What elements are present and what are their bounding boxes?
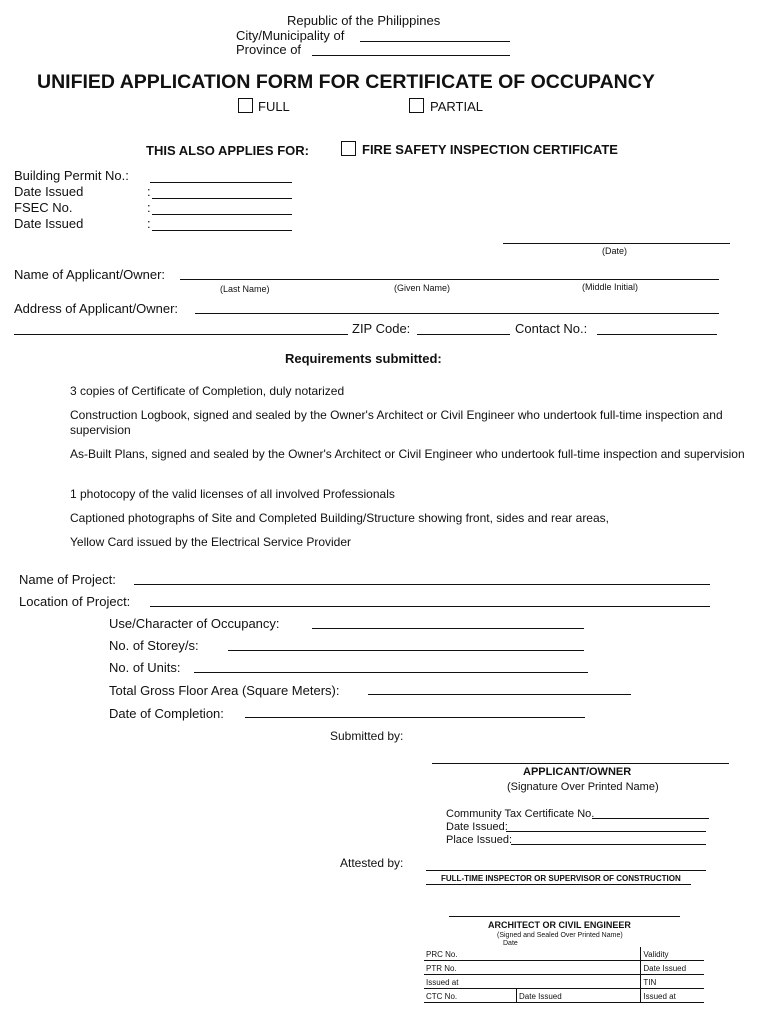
applicant-signature-field[interactable] bbox=[432, 763, 729, 764]
requirement-item: Yellow Card issued by the Electrical Service Provider bbox=[70, 535, 352, 549]
attested-by-label: Attested by: bbox=[340, 856, 404, 870]
storeys-field[interactable] bbox=[228, 650, 584, 651]
date-issued-2-field[interactable] bbox=[152, 230, 292, 231]
partial-label: PARTIAL bbox=[430, 99, 483, 114]
fsic-checkbox[interactable] bbox=[341, 141, 356, 156]
table-row bbox=[424, 989, 704, 1003]
inspector-signature-field[interactable] bbox=[426, 870, 706, 871]
requirement-item: 3 copies of Certificate of Completion, duly notarized bbox=[70, 384, 345, 398]
form-title: UNIFIED APPLICATION FORM FOR CERTIFICATE OF OCCUPANCY bbox=[37, 71, 655, 93]
province-label: Province of bbox=[236, 42, 302, 57]
address-label: Address of Applicant/Owner: bbox=[14, 301, 179, 316]
storeys-label: No. of Storey/s: bbox=[109, 638, 199, 653]
engineer-signature-field[interactable] bbox=[449, 916, 680, 917]
date-caption: (Date) bbox=[602, 246, 628, 256]
project-name-field[interactable] bbox=[134, 584, 710, 585]
requirements-heading: Requirements submitted: bbox=[285, 351, 442, 366]
requirement-item: Construction Logbook, signed and sealed by the Owner's Architect or Civil Engineer who undertook full-time inspection and supervision bbox=[70, 408, 723, 437]
fsic-label: FIRE SAFETY INSPECTION CERTIFICATE bbox=[362, 142, 618, 157]
completion-field[interactable] bbox=[245, 717, 585, 718]
ctc-date-field[interactable] bbox=[506, 831, 706, 832]
occupancy-field[interactable] bbox=[312, 628, 584, 629]
engineer-caption: (Signed and Sealed Over Printed Name) bbox=[497, 932, 623, 939]
tin-cell[interactable]: TIN bbox=[641, 975, 704, 989]
contact-label: Contact No.: bbox=[515, 321, 588, 336]
table-row bbox=[424, 975, 704, 989]
ctc-issued-at-cell[interactable]: Issued at bbox=[641, 989, 704, 1003]
applicant-signature-caption: (Signature Over Printed Name) bbox=[507, 781, 659, 793]
date-issued-label: Date Issued bbox=[14, 184, 84, 199]
inspector-title-underline bbox=[426, 884, 691, 885]
table-row bbox=[424, 961, 704, 975]
colon: : bbox=[147, 184, 151, 199]
date-issued-2-label: Date Issued bbox=[14, 216, 84, 231]
engineer-credentials-table bbox=[424, 947, 704, 1003]
fsec-field[interactable] bbox=[152, 214, 292, 215]
project-location-label: Location of Project: bbox=[19, 594, 131, 609]
prc-cell[interactable]: PRC No. bbox=[424, 947, 641, 961]
engineer-title: ARCHITECT OR CIVIL ENGINEER bbox=[488, 920, 631, 930]
project-location-field[interactable] bbox=[150, 606, 710, 607]
issued-at-cell[interactable]: Issued at bbox=[424, 975, 641, 989]
partial-checkbox[interactable] bbox=[409, 98, 424, 113]
ptr-cell[interactable]: PTR No. bbox=[424, 961, 641, 975]
building-permit-label: Building Permit No.: bbox=[14, 168, 129, 183]
floor-area-label: Total Gross Floor Area (Square Meters): bbox=[109, 683, 340, 698]
province-field[interactable] bbox=[312, 55, 510, 56]
units-field[interactable] bbox=[194, 672, 588, 673]
ctc-date-label: Date Issued: bbox=[446, 821, 508, 833]
completion-label: Date of Completion: bbox=[109, 706, 224, 721]
ctc-field[interactable] bbox=[592, 818, 709, 819]
date-field[interactable] bbox=[503, 243, 730, 244]
submitted-by-label: Submitted by: bbox=[330, 729, 404, 743]
table-row bbox=[424, 947, 704, 961]
ctc-place-label: Place Issued: bbox=[446, 834, 513, 846]
city-field[interactable] bbox=[360, 41, 510, 42]
date-issued-field[interactable] bbox=[152, 198, 292, 199]
republic-header: Republic of the Philippines bbox=[287, 13, 441, 28]
units-label: No. of Units: bbox=[109, 660, 181, 675]
contact-field[interactable] bbox=[597, 334, 717, 335]
applicant-owner-title: APPLICANT/OWNER bbox=[523, 766, 632, 778]
ctc-no-cell[interactable]: CTC No. bbox=[424, 989, 517, 1003]
full-checkbox[interactable] bbox=[238, 98, 253, 113]
given-name-caption: (Given Name) bbox=[394, 283, 451, 293]
requirement-item: Captioned photographs of Site and Completed Building/Structure showing front, sides and rear areas, bbox=[70, 511, 609, 525]
project-name-label: Name of Project: bbox=[19, 572, 116, 587]
requirement-item: As-Built Plans, signed and sealed by the Owner's Architect or Civil Engineer who undertook full-time inspection and supervision bbox=[70, 447, 745, 461]
engineer-date-caption: Date bbox=[503, 940, 518, 947]
ctc-place-field[interactable] bbox=[511, 844, 706, 845]
zip-label: ZIP Code: bbox=[352, 321, 411, 336]
last-name-caption: (Last Name) bbox=[220, 284, 270, 294]
colon: : bbox=[147, 216, 151, 231]
city-label: City/Municipality of bbox=[236, 28, 345, 43]
applicant-name-field[interactable] bbox=[180, 279, 719, 280]
inspector-title: FULL-TIME INSPECTOR OR SUPERVISOR OF CONSTRUCTION bbox=[441, 874, 681, 883]
address-field-2[interactable] bbox=[14, 334, 348, 335]
requirement-item: 1 photocopy of the valid licenses of all involved Professionals bbox=[70, 487, 395, 501]
ctc-date-cell[interactable]: Date Issued bbox=[517, 989, 641, 1003]
zip-field[interactable] bbox=[417, 334, 510, 335]
applicant-name-label: Name of Applicant/Owner: bbox=[14, 267, 166, 282]
fsec-label: FSEC No. bbox=[14, 200, 73, 215]
occupancy-label: Use/Character of Occupancy: bbox=[109, 616, 280, 631]
building-permit-field[interactable] bbox=[150, 182, 292, 183]
validity-cell[interactable]: Validity bbox=[641, 947, 704, 961]
middle-initial-caption: (Middle Initial) bbox=[582, 282, 639, 292]
also-applies-label: THIS ALSO APPLIES FOR: bbox=[146, 143, 309, 158]
address-field[interactable] bbox=[195, 313, 719, 314]
colon: : bbox=[147, 200, 151, 215]
ctc-label: Community Tax Certificate No. bbox=[446, 808, 595, 820]
floor-area-field[interactable] bbox=[368, 694, 631, 695]
ptr-date-cell[interactable]: Date Issued bbox=[641, 961, 704, 975]
full-label: FULL bbox=[258, 99, 290, 114]
